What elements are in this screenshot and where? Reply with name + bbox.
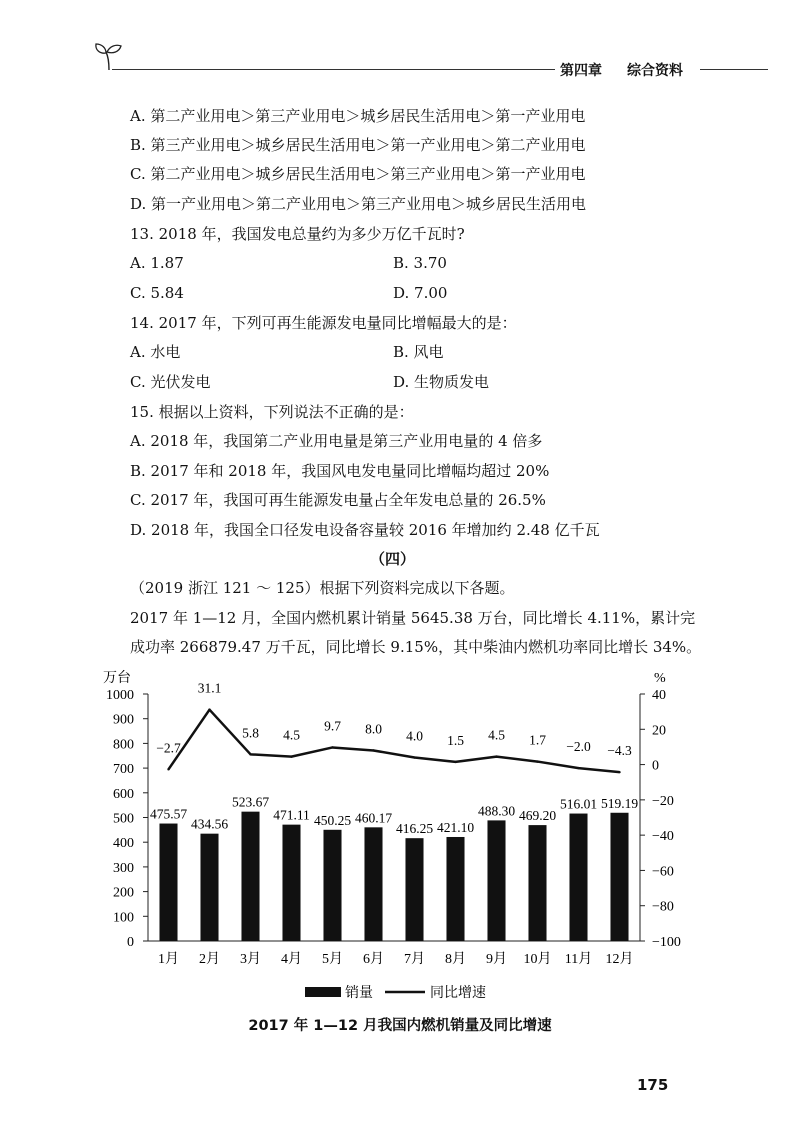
right-axis-tick-label: −60 <box>652 864 674 880</box>
bar <box>487 820 505 941</box>
bar <box>446 837 464 941</box>
chart-caption: 2017 年 1—12 月我国内燃机销量及同比增速 <box>248 1018 552 1034</box>
x-axis-tick-label: 9月 <box>486 952 507 967</box>
growth-point <box>290 755 292 757</box>
left-axis-unit: 万台 <box>103 671 131 686</box>
left-axis-tick-label: 900 <box>113 712 134 728</box>
q13-stem: 13. 2018 年，我国发电总量约为多少万亿千瓦时? <box>130 225 465 243</box>
material-paragraph-line2: 成功率 266879.47 万千瓦，同比增长 9.15%，其中柴油内燃机功率同比增长 34%。 <box>130 638 702 656</box>
left-axis-tick-label: 0 <box>127 935 134 950</box>
right-axis-tick-label: 40 <box>652 688 666 703</box>
bar <box>364 827 382 941</box>
bar-data-label: 516.01 <box>559 796 598 812</box>
growth-line <box>169 710 620 772</box>
bar-data-label: 523.67 <box>231 794 270 810</box>
header-rule-right <box>700 69 768 70</box>
x-axis-tick-label: 8月 <box>445 952 466 967</box>
left-axis-tick-label: 100 <box>113 910 134 926</box>
q15-option-c: C. 2017 年，我国可再生能源发电量占全年发电总量的 26.5% <box>130 491 546 509</box>
legend-line-label: 同比增速 <box>430 986 486 1001</box>
q13-option-c: C. 5.84 <box>130 284 184 302</box>
bar <box>610 813 628 941</box>
source-note: （2019 浙江 121 ～ 125）根据下列资料完成以下各题。 <box>130 579 515 597</box>
left-axis-tick-label: 800 <box>113 737 134 753</box>
bar <box>200 834 218 941</box>
growth-data-label: 4.5 <box>283 727 300 743</box>
bar <box>405 838 423 941</box>
q15-option-a: A. 2018 年，我国第二产业用电量是第三产业用电量的 4 倍多 <box>130 432 543 450</box>
left-axis-tick-label: 400 <box>113 836 134 852</box>
q14-option-c: C. 光伏发电 <box>130 373 211 391</box>
bar-data-label: 519.19 <box>600 795 639 811</box>
bar <box>159 824 177 941</box>
growth-point <box>372 749 374 751</box>
chapter-label: 第四章 <box>560 63 602 79</box>
bar-data-label: 488.30 <box>477 803 516 819</box>
q15-option-d: D. 2018 年，我国全口径发电设备容量较 2016 年增加约 2.48 亿千瓦 <box>130 521 600 539</box>
bar-data-label: 469.20 <box>518 808 557 824</box>
q13-option-a: A. 1.87 <box>130 254 184 272</box>
q12-option-c: C. 第二产业用电＞城乡居民生活用电＞第三产业用电＞第一产业用电 <box>130 165 586 183</box>
left-axis-tick-label: 500 <box>113 811 134 827</box>
bar <box>241 812 259 941</box>
growth-data-label: −2.0 <box>566 739 591 755</box>
growth-data-label: 4.5 <box>488 727 505 743</box>
right-axis-tick-label: −100 <box>652 935 681 950</box>
growth-point <box>536 760 538 762</box>
x-axis-tick-label: 12月 <box>605 952 634 967</box>
growth-point <box>577 767 579 769</box>
right-axis-unit: % <box>654 671 666 686</box>
header-rule-left <box>112 69 555 70</box>
growth-point <box>331 746 333 748</box>
material-paragraph-line1: 2017 年 1—12 月，全国内燃机累计销量 5645.38 万台，同比增长 4.11%，累计完 <box>130 609 696 627</box>
right-axis-tick-label: 0 <box>652 758 659 774</box>
growth-data-label: 31.1 <box>197 680 222 696</box>
left-axis-tick-label: 700 <box>113 762 134 778</box>
growth-data-label: 5.8 <box>242 725 259 741</box>
q12-option-b: B. 第三产业用电＞城乡居民生活用电＞第一产业用电＞第二产业用电 <box>130 136 586 154</box>
section-heading: （四） <box>370 550 416 568</box>
legend-bar-swatch <box>305 987 341 997</box>
chapter-title: 综合资料 <box>627 63 683 79</box>
bar <box>569 814 587 941</box>
growth-point <box>249 753 251 755</box>
q14-option-a: A. 水电 <box>130 343 181 361</box>
x-axis-tick-label: 11月 <box>564 952 593 967</box>
x-axis-tick-label: 6月 <box>363 952 384 967</box>
q14-option-d: D. 生物质发电 <box>393 373 490 391</box>
q15-stem: 15. 根据以上资料，下列说法不正确的是： <box>130 403 414 421</box>
page-number: 175 <box>637 1076 669 1094</box>
q14-option-b: B. 风电 <box>393 343 444 361</box>
x-axis-tick-label: 7月 <box>404 952 425 967</box>
growth-data-label: −4.3 <box>607 743 632 759</box>
bar-data-label: 460.17 <box>354 810 393 826</box>
growth-point <box>454 761 456 763</box>
left-axis-tick-label: 600 <box>113 786 134 802</box>
q13-option-b: B. 3.70 <box>393 254 447 272</box>
growth-data-label: −2.7 <box>156 740 181 756</box>
bar-data-label: 434.56 <box>190 816 229 832</box>
growth-point <box>167 768 169 770</box>
q14-stem: 14. 2017 年，下列可再生能源发电量同比增幅最大的是： <box>130 314 517 332</box>
growth-point <box>413 756 415 758</box>
x-axis-tick-label: 2月 <box>199 952 220 967</box>
x-axis-tick-label: 10月 <box>523 952 552 967</box>
growth-data-label: 1.7 <box>529 732 546 748</box>
growth-data-label: 8.0 <box>365 721 382 737</box>
right-axis-tick-label: −40 <box>652 829 674 845</box>
left-axis-tick-label: 1000 <box>106 688 134 703</box>
right-axis-tick-label: −20 <box>652 793 674 809</box>
q15-option-b: B. 2017 年和 2018 年，我国风电发电量同比增幅均超过 20% <box>130 462 550 480</box>
right-axis-tick-label: 20 <box>652 723 666 739</box>
right-axis-tick-label: −80 <box>652 899 674 915</box>
growth-point <box>495 755 497 757</box>
q12-option-d: D. 第一产业用电＞第二产业用电＞第三产业用电＞城乡居民生活用电 <box>130 195 587 213</box>
x-axis-tick-label: 4月 <box>281 952 302 967</box>
bar-data-label: 416.25 <box>395 821 434 837</box>
q12-option-a: A. 第二产业用电＞第三产业用电＞城乡居民生活用电＞第一产业用电 <box>130 107 586 125</box>
q13-option-d: D. 7.00 <box>393 284 448 302</box>
bar-data-label: 475.57 <box>149 806 188 822</box>
growth-data-label: 9.7 <box>324 718 341 734</box>
growth-point <box>618 771 620 773</box>
x-axis-tick-label: 3月 <box>240 952 261 967</box>
sales-growth-chart <box>0 660 800 1010</box>
left-axis-tick-label: 200 <box>113 885 134 901</box>
x-axis-tick-label: 5月 <box>322 952 343 967</box>
bar-data-label: 471.11 <box>273 807 310 823</box>
bar <box>528 825 546 941</box>
bar-data-label: 450.25 <box>313 812 352 828</box>
growth-data-label: 4.0 <box>406 728 423 744</box>
x-axis-tick-label: 1月 <box>158 952 179 967</box>
bar-data-label: 421.10 <box>436 819 475 835</box>
growth-point <box>208 709 210 711</box>
bar <box>282 825 300 941</box>
left-axis-tick-label: 300 <box>113 860 134 876</box>
bar <box>323 830 341 941</box>
legend-bar-label: 销量 <box>345 986 373 1001</box>
growth-data-label: 1.5 <box>447 732 464 748</box>
